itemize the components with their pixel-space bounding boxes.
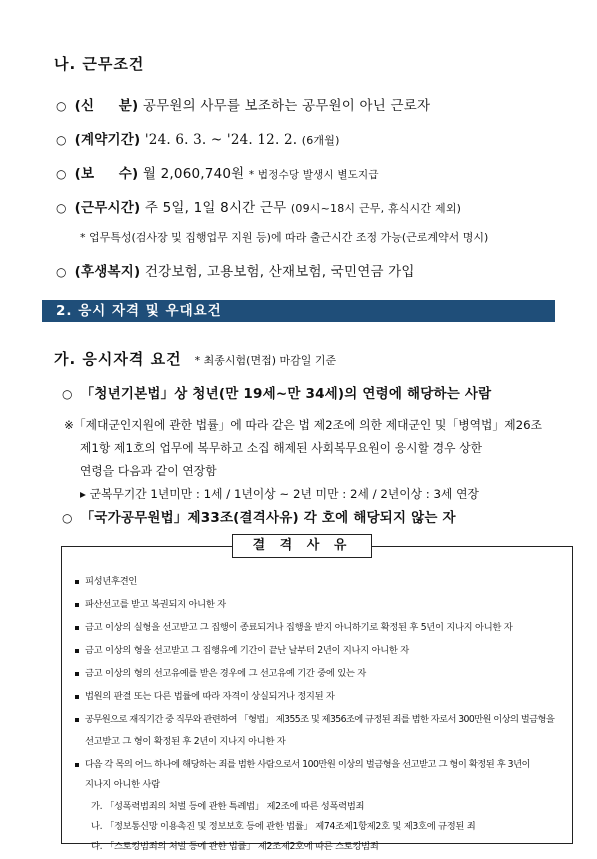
youth-note-line4: ▸ 군복무기간 1년미만 : 1세 / 1년이상 ~ 2년 미만 : 2세 / 2년이상 : 3세 연장 [80, 487, 479, 501]
disq-item-text: 금고 이상의 형을 선고받고 그 집행유예 기간이 끝난 날부터 2년이 지나지 아니한 자 [85, 645, 409, 656]
bullet-square-icon [75, 695, 79, 699]
eligibility-note: * 최종시험(면접) 마감일 기준 [194, 354, 337, 367]
disq-item-text: 다음 각 목의 어느 하나에 해당하는 죄를 범한 사람으로서 100만원 이상의 벌금형을 선고받고 그 형이 확정된 후 3년이 [85, 759, 531, 770]
condition-contract [56, 128, 340, 148]
bullet-square-icon [75, 672, 79, 676]
condition-hours [56, 196, 461, 216]
disqualification-title: 결 격 사 유 [232, 534, 372, 558]
disq-subitem: 나. 「정보통신망 이용촉진 및 정보보호 등에 관한 법률」 제74조제1항제2호 및 제3호에 규정된 죄 [91, 821, 476, 832]
condition-pay [56, 162, 379, 182]
disq-item-text: 공무원으로 재직기간 중 직무와 관련하여 「형법」 제355조 및 제356조에 규정된 죄를 범한 자로서 300만원 이상의 벌금형을 [85, 714, 555, 725]
condition-label: (보 수) [74, 166, 139, 182]
condition-note: * 법정수당 발생시 별도지급 [248, 169, 379, 181]
bullet-square-icon [75, 580, 79, 584]
condition-text: '24. 6. 3. ~ '24. 12. 2. [144, 132, 298, 148]
requirement-disqualification [62, 506, 456, 526]
section-eligibility [54, 348, 336, 369]
condition-text: 주 5일, 1일 8시간 근무 [144, 200, 287, 216]
condition-text: 공무원의 사무를 보조하는 공무원이 아닌 근로자 [142, 98, 431, 114]
disq-item [75, 642, 409, 656]
bullet-square-icon [75, 763, 79, 767]
disq-item [75, 596, 226, 610]
bullet-square-icon [75, 649, 79, 653]
bullet-circle-icon: ○ [56, 265, 67, 279]
condition-welfare [56, 260, 415, 280]
disq-item-text: 금고 이상의 실형을 선고받고 그 집행이 종료되거나 집행을 받지 아니하기로 확정된 후 5년이 지나지 아니한 자 [85, 622, 513, 633]
youth-note-line3: 연령을 다음과 같이 연장함 [80, 464, 217, 478]
disq-item-text: 파산선고를 받고 복권되지 아니한 자 [85, 599, 226, 610]
condition-label: (신 분) [74, 98, 139, 114]
disq-item [75, 619, 512, 633]
requirement-text: 「청년기본법」상 청년(만 19세~만 34세)의 연령에 해당하는 사람 [80, 386, 492, 402]
condition-extra: (09시~18시 근무, 휴식시간 제외) [290, 202, 462, 215]
disq-item [75, 665, 366, 679]
condition-label: (계약기간) [74, 132, 141, 148]
requirement-youth [62, 382, 491, 402]
requirement-text: 「국가공무원법」제33조(결격사유) 각 호에 해당되지 않는 자 [80, 510, 456, 526]
condition-text: 월 2,060,740원 [142, 166, 245, 182]
condition-text: 건강보험, 고용보험, 산재보험, 국민연금 가입 [144, 264, 415, 280]
section-banner: 2. 응시 자격 및 우대요건 [42, 300, 555, 322]
disq-item [75, 711, 554, 725]
bullet-circle-icon: ○ [62, 387, 73, 401]
youth-note-line1: ※「제대군인지원에 관한 법률」에 따라 같은 법 제2조에 의한 제대군인 및「병역법」제26조 [64, 418, 543, 432]
disq-item-text: 법원의 판결 또는 다른 법률에 따라 자격이 상실되거나 정지된 자 [85, 691, 335, 702]
bullet-square-icon [75, 603, 79, 607]
disq-item-continued: 지나지 아니한 사람 [85, 779, 160, 790]
disq-item-text: 피성년후견인 [85, 576, 138, 587]
section-title-eligibility: 가. 응시자격 요건 [54, 350, 182, 368]
condition-hours-note: * 업무특성(검사장 및 집행업무 지원 등)에 따라 출근시간 조정 가능(근로계약서 명시) [80, 231, 489, 244]
condition-label: (후생복지) [74, 264, 141, 280]
disq-item [75, 756, 530, 770]
bullet-circle-icon: ○ [56, 201, 67, 215]
bullet-circle-icon: ○ [56, 167, 67, 181]
disq-subitem: 가. 「성폭력범죄의 처벌 등에 관한 특례법」 제2조에 따른 성폭력범죄 [91, 801, 365, 812]
condition-extra: (6개월) [301, 134, 340, 147]
disq-item-text: 금고 이상의 형의 선고유예를 받은 경우에 그 선고유예 기간 중에 있는 자 [85, 668, 366, 679]
bullet-square-icon [75, 718, 79, 722]
condition-label: (근무시간) [74, 200, 141, 216]
youth-note-line2: 제1항 제1호의 업무에 복무하고 소집 해제된 사회복무요원이 응시할 경우 상한 [80, 441, 483, 455]
disq-item-continued: 선고받고 그 형이 확정된 후 2년이 지나지 아니한 자 [85, 736, 286, 747]
bullet-circle-icon: ○ [56, 133, 67, 147]
disq-item [75, 573, 137, 587]
condition-status [56, 94, 430, 114]
bullet-circle-icon: ○ [56, 99, 67, 113]
bullet-circle-icon: ○ [62, 511, 73, 525]
section-title-conditions: 나. 근무조건 [54, 55, 145, 73]
disq-item [75, 688, 335, 702]
bullet-square-icon [75, 626, 79, 630]
disq-subitem: 다. 「스토킹범죄의 처벌 등에 관한 법률」 제2조제2호에 따른 스토킹범죄 [91, 841, 379, 852]
